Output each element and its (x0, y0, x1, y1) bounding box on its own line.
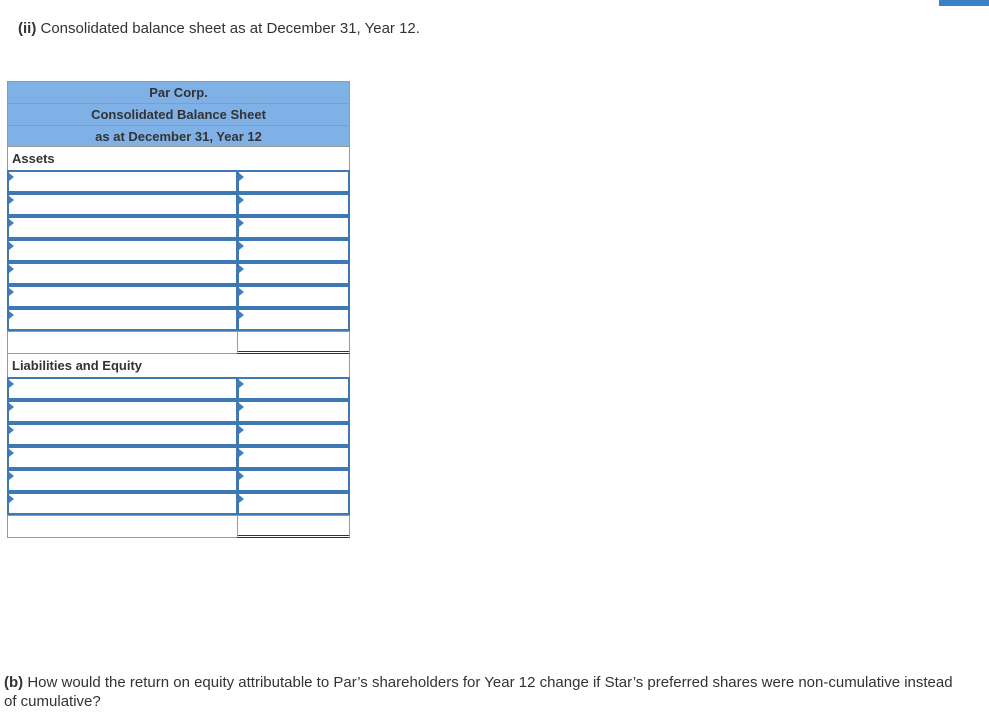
liabilities-account-input[interactable] (7, 446, 238, 469)
assets-entry-row (7, 193, 350, 216)
liabilities-account-input[interactable] (7, 377, 238, 400)
statement-date: as at December 31, Year 12 (7, 125, 350, 147)
question-label: (b) (4, 674, 24, 691)
assets-account-input[interactable] (7, 262, 238, 285)
assets-amount-input[interactable] (237, 170, 350, 193)
liabilities-amount-input[interactable] (237, 423, 350, 446)
part-text: Consolidated balance sheet as at December 31, Year 12. (40, 20, 420, 37)
liabilities-amount-input[interactable] (237, 446, 350, 469)
top-accent-bar (939, 0, 989, 6)
assets-amount-input[interactable] (237, 262, 350, 285)
company-name: Par Corp. (7, 81, 350, 103)
assets-amount-input[interactable] (237, 308, 350, 331)
liabilities-entry-row (7, 377, 350, 400)
assets-entry-row (7, 285, 350, 308)
liabilities-label: Liabilities and Equity (12, 358, 143, 373)
assets-amount-input[interactable] (237, 239, 350, 262)
liabilities-entry-row (7, 446, 350, 469)
assets-amount-input[interactable] (237, 193, 350, 216)
assets-account-input[interactable] (7, 239, 238, 262)
liabilities-entry-row (7, 469, 350, 492)
assets-entry-row (7, 239, 350, 262)
liabilities-total-amount (237, 515, 350, 538)
liabilities-entry-row (7, 423, 350, 446)
assets-account-input[interactable] (7, 170, 238, 193)
assets-account-input[interactable] (7, 308, 238, 331)
question-b (4, 673, 964, 711)
liabilities-amount-input[interactable] (237, 377, 350, 400)
liabilities-account-input[interactable] (7, 423, 238, 446)
assets-total-row (7, 331, 350, 354)
balance-sheet-table (7, 81, 350, 538)
part-heading (18, 20, 420, 37)
liabilities-amount-input[interactable] (237, 469, 350, 492)
liabilities-section-row (7, 354, 350, 377)
liabilities-entry-row (7, 400, 350, 423)
liabilities-account-input[interactable] (7, 492, 238, 515)
liabilities-total-row (7, 515, 350, 538)
assets-entry-row (7, 308, 350, 331)
assets-account-input[interactable] (7, 216, 238, 239)
assets-account-input[interactable] (7, 193, 238, 216)
statement-title: Consolidated Balance Sheet (7, 103, 350, 125)
assets-entry-row (7, 170, 350, 193)
assets-account-input[interactable] (7, 285, 238, 308)
liabilities-account-input[interactable] (7, 469, 238, 492)
liabilities-account-input[interactable] (7, 400, 238, 423)
assets-amount-input[interactable] (237, 216, 350, 239)
assets-entry-row (7, 262, 350, 285)
assets-total-label-cell (7, 331, 238, 354)
assets-total-amount (237, 331, 350, 354)
liabilities-total-label-cell (7, 515, 238, 538)
liabilities-entry-row (7, 492, 350, 515)
question-text: How would the return on equity attributable to Par’s shareholders for Year 12 change if Star’s preferred shares were non-cumulative instead of cumulative? (4, 674, 953, 710)
assets-amount-input[interactable] (237, 285, 350, 308)
liabilities-amount-input[interactable] (237, 492, 350, 515)
assets-entry-row (7, 216, 350, 239)
liabilities-amount-input[interactable] (237, 400, 350, 423)
assets-section-row (7, 147, 350, 170)
assets-label: Assets (12, 151, 55, 166)
part-label: (ii) (18, 20, 37, 37)
